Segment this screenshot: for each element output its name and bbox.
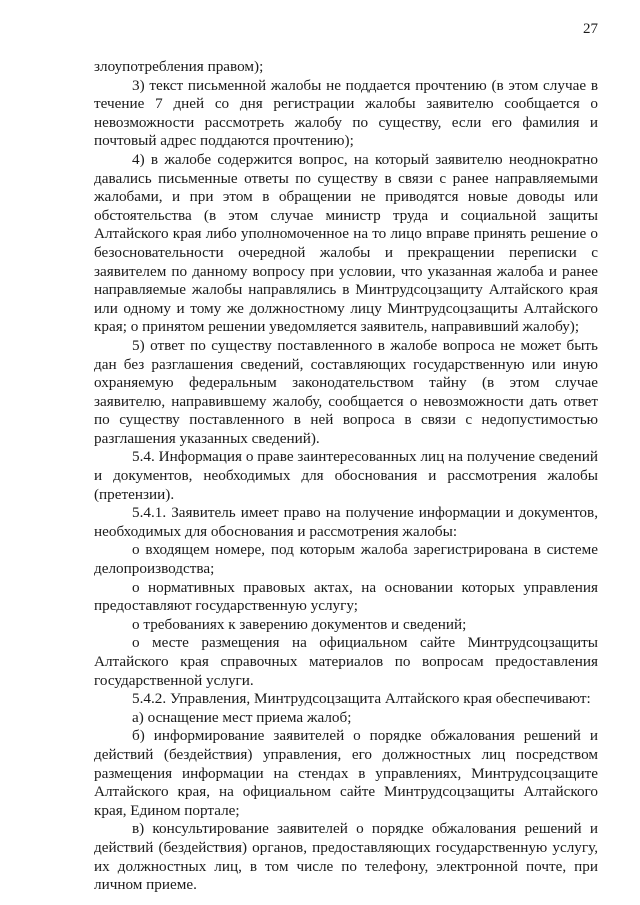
paragraph-item-v: в) консультирование заявителей о порядке обжалования решений и действий (бездействия) органов, предоставляющих государственную услугу, их должностных лиц, в том числе по телефону, электронной почте, при личном приеме. xyxy=(94,820,598,894)
paragraph-section-5-4: 5.4. Информация о праве заинтересованных лиц на получение сведений и документов, необходимых для обоснования и рассмотрения жалобы (претензии). xyxy=(94,448,598,503)
paragraph-website-materials: о месте размещения на официальном сайте Минтрудсоцзащиты Алтайского края справочных материалов по вопросам предоставления государственной услуги. xyxy=(94,634,598,689)
document-body xyxy=(94,58,598,895)
page-number: 27 xyxy=(583,21,598,37)
paragraph-item-b: б) информирование заявителей о порядке обжалования решений и действий (бездействия) управления, его должностных лиц посредством размещения информации на стендах в управлениях, Минтрудсоцзащите Алтайского края, на официальном сайте Минтрудсоцзащиты Алтайского края, Едином портале; xyxy=(94,727,598,819)
paragraph-legal-acts: о нормативных правовых актах, на основании которых управления предоставляют государственную услугу; xyxy=(94,578,598,615)
paragraph-incoming-number: о входящем номере, под которым жалоба зарегистрирована в системе делопроизводства; xyxy=(94,541,598,578)
paragraph-section-5-4-2: 5.4.2. Управления, Минтрудсоцзащита Алтайского края обеспечивают: xyxy=(132,690,591,708)
paragraph-continuation: злоупотребления правом); xyxy=(94,58,264,75)
paragraph-section-5-4-1: 5.4.1. Заявитель имеет право на получение информации и документов, необходимых для обоснования и рассмотрения жалобы: xyxy=(94,504,598,540)
paragraph-item-a: а) оснащение мест приема жалоб; xyxy=(132,708,352,726)
paragraph-item-4: 4) в жалобе содержится вопрос, на который заявителю неоднократно давались письменные ответы по существу в связи с ранее направляемыми жалобами, и при этом в обращении не приводятся новые доводы или обстоятельства (в этом случае министр труда и социальной защиты Алтайского края либо уполномоченное на то лицо вправе принять решение о безосновательности очередной жалобы и прекращении переписки с заявителем по данному вопросу при условии, что указанная жалоба и ранее направляемые жалобы направлялись в Минтрудсоцзащиту Алтайского края или одному и тому же должностному лицу Минтрудсоцзащиты Алтайского края; о принятом решении уведомляется заявитель, направивший жалобу); xyxy=(94,150,598,336)
paragraph-certification-requirements: о требованиях к заверению документов и сведений; xyxy=(132,615,467,633)
paragraph-item-3: 3) текст письменной жалобы не поддается прочтению (в этом случае в течение 7 дней со дня регистрации жалобы заявителю сообщается о невозможности рассмотреть жалобу по существу, если его фамилия и почтовый адрес поддаются прочтению); xyxy=(94,76,598,150)
paragraph-item-5: 5) ответ по существу поставленного в жалобе вопроса не может быть дан без разглашения сведений, составляющих государственную или иную охраняемую федеральным законодательством тайну (в этом случае заявителю, направившему жалобу, сообщается о невозможности дать ответ по существу поставленного в ней вопроса в связи с недопустимостью разглашения указанных сведений). xyxy=(94,336,598,447)
